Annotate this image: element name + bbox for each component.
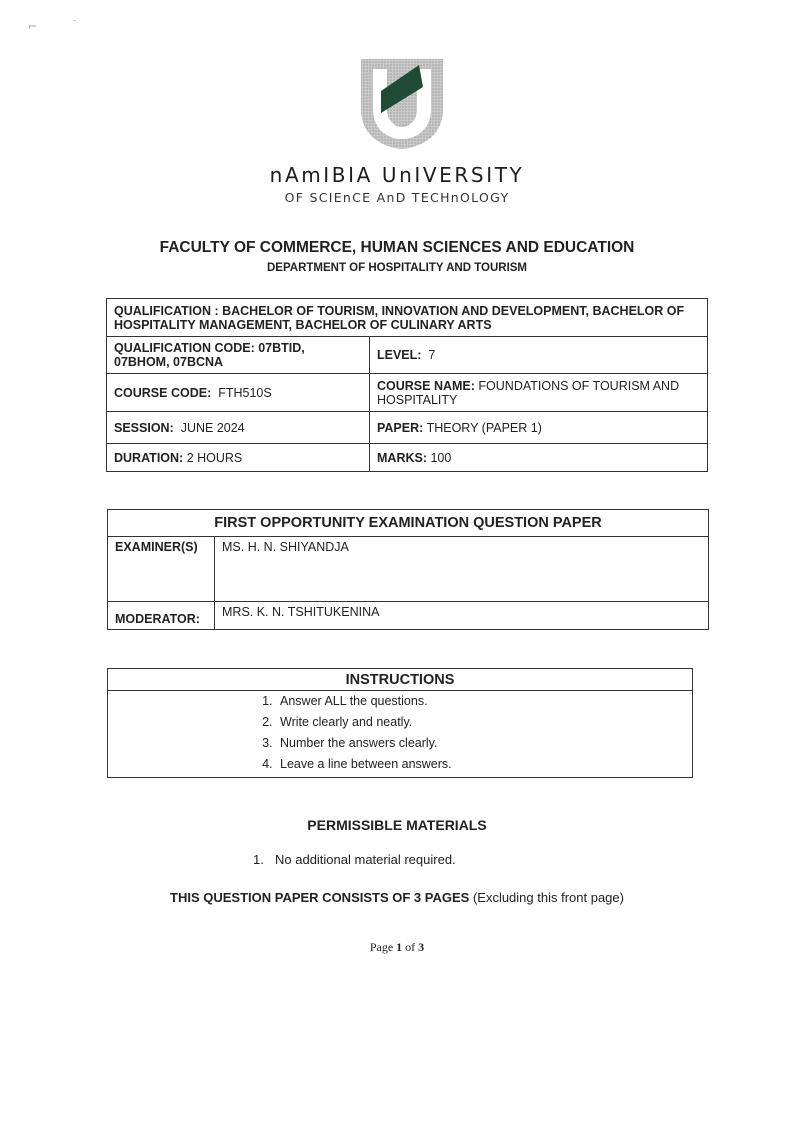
examiner-label-cell — [108, 537, 215, 602]
course-name-cell — [370, 374, 708, 412]
course-name-label: COURSE NAME: — [377, 378, 475, 393]
page-count-note — [0, 890, 794, 905]
university-logo — [357, 55, 447, 151]
qualification-code-label: QUALIFICATION CODE: — [114, 341, 255, 355]
instructions-list-cell — [108, 691, 693, 778]
duration-label: DURATION: — [114, 450, 184, 465]
permissible-materials-title: PERMISSIBLE MATERIALS — [307, 817, 487, 833]
session-cell — [107, 412, 370, 444]
qualification-label: QUALIFICATION : BACHELOR OF TOURISM, INNOVATION AND DEVELOPMENT, BACHELOR OF HOSPITALITY MANAGEMENT, BACHELOR OF CULINARY ARTS — [114, 303, 685, 332]
paper-cell — [370, 412, 708, 444]
page-number — [0, 940, 794, 955]
session-label: SESSION: — [114, 420, 174, 435]
university-subtitle: OF SCIEnCE AnD TECHnOLOGY — [284, 190, 510, 205]
instruction-item: 1. Answer ALL the questions. — [276, 691, 685, 712]
exam-paper-table — [107, 509, 709, 630]
moderator-label-cell — [108, 602, 215, 630]
moderator-label: MODERATOR: — [115, 612, 200, 626]
paper-value: THEORY (PAPER 1) — [426, 420, 542, 435]
qualification-code-cell — [107, 337, 370, 374]
level-label: LEVEL: — [377, 348, 422, 362]
department-title: DEPARTMENT OF HOSPITALITY AND TOURISM — [266, 262, 528, 274]
scan-mark: ˙ — [72, 18, 78, 31]
page-current: 1 — [396, 940, 403, 954]
level-cell — [370, 337, 708, 374]
paper-label: PAPER: — [377, 420, 424, 435]
instructions-table — [107, 668, 693, 778]
page-prefix: Page — [369, 940, 397, 954]
instruction-item: 3. Number the answers clearly. — [276, 733, 685, 754]
course-code-value: FTH510S — [218, 385, 272, 400]
duration-cell — [107, 444, 370, 472]
course-code-cell — [107, 374, 370, 412]
page-of: of — [402, 940, 419, 954]
university-name: nAmIBIA UnIVERSITY — [269, 163, 525, 187]
page-count-note-text: (Excluding this front page) — [472, 890, 624, 905]
marks-label: MARKS: — [377, 450, 427, 465]
qualification-cell — [107, 299, 708, 337]
level-value: 7 — [428, 348, 436, 362]
moderator-value: MRS. K. N. TSHITUKENINA — [215, 602, 709, 630]
duration-value: 2 HOURS — [186, 450, 243, 465]
marks-value: 100 — [430, 450, 452, 465]
instructions-title: INSTRUCTIONS — [108, 669, 693, 691]
page-total: 3 — [418, 940, 425, 954]
page-count-bold: THIS QUESTION PAPER CONSISTS OF 3 PAGES — [170, 890, 470, 905]
instruction-item: 2. Write clearly and neatly. — [276, 712, 685, 733]
course-code-label: COURSE CODE: — [114, 385, 212, 400]
session-value: JUNE 2024 — [180, 420, 245, 435]
marks-cell — [370, 444, 708, 472]
exam-paper-title: FIRST OPPORTUNITY EXAMINATION QUESTION PAPER — [108, 510, 709, 537]
instruction-item: 4. Leave a line between answers. — [276, 754, 685, 775]
permissible-materials-item — [253, 852, 456, 867]
course-details-table — [106, 298, 708, 472]
faculty-title: FACULTY OF COMMERCE, HUMAN SCIENCES AND EDUCATION — [159, 239, 635, 256]
examiner-label: EXAMINER(S) — [115, 540, 198, 554]
examiner-value: MS. H. N. SHIYANDJA — [215, 537, 709, 602]
permissible-item-text: No additional material required. — [275, 852, 456, 867]
scan-mark: ⌐ — [28, 20, 38, 33]
qualification-code-value: 07BTID, 07BHOM, 07BCNA — [114, 341, 305, 369]
permissible-item-number: 1. — [253, 852, 264, 867]
instructions-list — [108, 691, 685, 775]
course-name-value: FOUNDATIONS OF TOURISM AND HOSPITALITY — [377, 378, 680, 407]
